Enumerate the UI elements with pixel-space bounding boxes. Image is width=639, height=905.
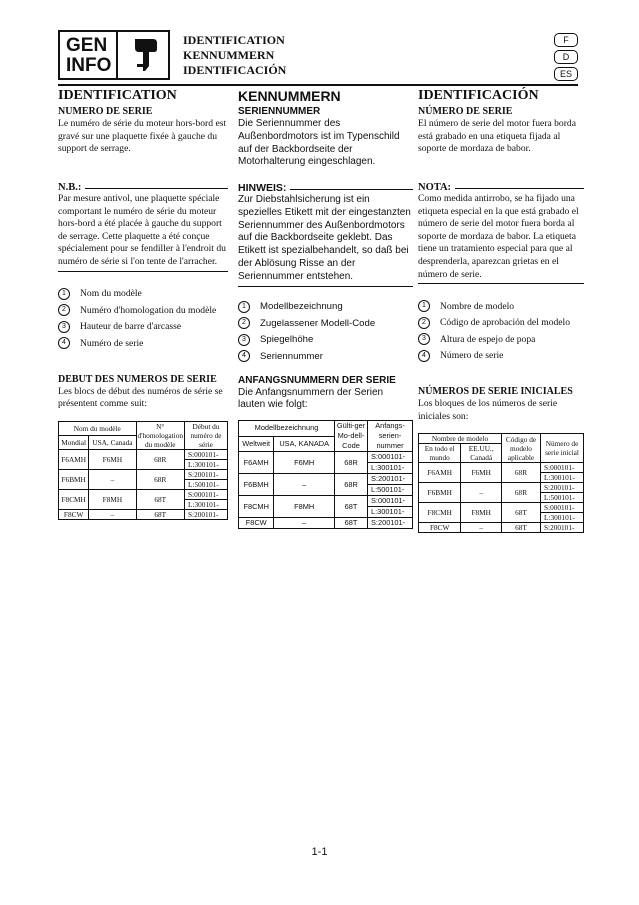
th-model-name: Nombre de modelo <box>419 434 502 444</box>
intro-text: Le numéro de série du moteur hors-bord est gravé sur une plaquette fixée à gauche du support de serrage. <box>58 118 227 155</box>
list-item: 2 Numéro d'homologation du modèle <box>58 302 228 319</box>
start-text: Los bloques de los números de serie iniciales son: <box>418 398 558 422</box>
page-header <box>0 0 639 90</box>
list-item: 1 Nombre de modelo <box>418 298 584 315</box>
serial-table <box>418 433 584 533</box>
table-row: F8CMH F8MH 68T S:000101- <box>59 489 228 499</box>
table-row: L:300101- <box>239 463 413 474</box>
logo-line-2: INFO <box>66 55 112 76</box>
list-item: 2 Código de aprobación del modelo <box>418 315 584 332</box>
start-text: Die Anfangsnummern der Serien lauten wie folgt: <box>238 386 384 411</box>
table-row: L:300101- <box>59 499 228 509</box>
list-item: 4 Número de serie <box>418 348 584 365</box>
intro-text: Die Seriennummer des Außenbordmotors ist im Typenschild auf der Backbordseite der Motorhalterung eingeschlagen. <box>238 118 400 168</box>
page-number: 1-1 <box>311 846 328 858</box>
column-french <box>58 88 228 520</box>
th-usa: USA, Canada <box>89 435 136 449</box>
gen-info-logo <box>58 30 170 80</box>
note-text: Zur Diebstahlsicherung ist ein spezielles Etikett mit der eingestanzten Seriennummer des Außenbordmotors auf die Backbordseite geklebt. Das Etikett ist spezialbehandelt, so daß bei der Ablösung Risse an der Seriennummer entstehen. <box>238 194 411 282</box>
note-text: Como medida antirrobo, se ha fijado una etiqueta especial en la que está grabado el número de serie del motor fuera borda al soporte de mordaza de babor. La etiqueta tiene un tratamiento especial para que al desprenderla, aparezcan grietas en el número de serie. <box>418 193 579 280</box>
th-model-name: Nom du modèle <box>59 421 137 435</box>
section-subtitle: SERIENNUMMER <box>238 106 321 117</box>
note-label: HINWEIS: <box>238 182 287 194</box>
table-row: L:300101- <box>419 473 584 483</box>
list-item: 2 Zugelassener Modell-Code <box>238 315 413 332</box>
list-item: 3 Spiegelhöhe <box>238 332 413 349</box>
note-heading <box>418 182 584 193</box>
note-label: NOTA: <box>418 182 452 193</box>
th-usa: USA, KANADA <box>274 436 335 452</box>
th-approval: Código de modelo aplicable <box>502 434 541 463</box>
serial-table <box>238 420 413 529</box>
list-item: 4 Seriennummer <box>238 348 413 365</box>
logo-text <box>60 32 118 78</box>
callout-list <box>58 286 228 352</box>
header-title-es: IDENTIFICACIÓN <box>183 63 287 77</box>
list-item: 3 Altura de espejo de popa <box>418 331 584 348</box>
lang-tab-d: D <box>554 50 578 64</box>
column-spanish <box>418 88 584 533</box>
intro-text: El número de serie del motor fuera borda está grabado en una etiqueta fijada al soporte de mordaza de babor. <box>418 118 576 155</box>
table-row: L:300101- <box>59 459 228 469</box>
note-rule <box>238 286 413 287</box>
start-title: NÚMEROS DE SERIE INICIALES <box>418 386 573 398</box>
table-row: F6BMH – 68R S:200101- <box>59 469 228 479</box>
th-approval: N° d'homologation du modèle <box>137 421 183 449</box>
callout-list <box>418 298 584 364</box>
list-item: 3 Hauteur de barre d'arcasse <box>58 319 228 336</box>
logo-line-1: GEN <box>66 35 108 56</box>
th-start: Anfangs-serien-nummer <box>368 421 413 452</box>
table-row: F6BMH – 68R S:200101- <box>419 483 584 493</box>
th-model-name: Modellbezeichnung <box>239 421 335 437</box>
note-heading <box>58 182 228 193</box>
serial-table <box>58 421 228 520</box>
th-approval: Gülti-ger Mo-dell-Code <box>335 421 368 452</box>
note-rule <box>418 283 584 284</box>
th-worldwide: Mondial <box>59 435 89 449</box>
table-row: F8CW – 68T S:200101- <box>419 523 584 533</box>
note-text: Par mesure antivol, une plaquette spéciale comportant le numéro de série du moteur hors-bord a été placée à gauche du support de serrage. Cette plaquette a été conçue spécialement pour se fendiller à l'endroit du numéro de série si l'on tente de l'arracher. <box>58 193 226 267</box>
header-rule <box>58 84 578 86</box>
table-row: L:300101- <box>239 507 413 518</box>
note-heading <box>238 182 413 194</box>
header-titles <box>183 33 286 78</box>
table-row: F8CMH F8MH 68T S:000101- <box>419 503 584 513</box>
section-title: IDENTIFICACIÓN <box>418 88 539 103</box>
table-row: L:500101- <box>59 479 228 489</box>
lang-tab-es: ES <box>554 67 578 81</box>
lang-tab-f: F <box>554 33 578 47</box>
table-row: F8CMH F8MH 68T S:000101- <box>239 496 413 507</box>
header-title-fr: IDENTIFICATION <box>183 33 285 47</box>
table-row: F6AMH F6MH 68R S:000101- <box>419 463 584 473</box>
section-subtitle: NÚMERO DE SERIE <box>418 106 513 117</box>
header-title-de: KENNUMMERN <box>183 48 275 62</box>
th-worldwide: En todo el mundo <box>419 444 461 463</box>
list-item: 1 Modellbezeichnung <box>238 299 413 316</box>
table-row: F6BMH – 68R S:200101- <box>239 474 413 485</box>
th-start: Début du numéro de série <box>185 421 228 449</box>
section-title: KENNUMMERN <box>238 88 341 104</box>
language-tabs <box>554 33 576 84</box>
table-row: F8CW – 68T S:200101- <box>59 509 228 519</box>
list-item: 4 Numéro de serie <box>58 335 228 352</box>
start-text: Les blocs de début des numéros de série se présentent comme suit: <box>58 385 223 410</box>
column-german <box>238 88 413 529</box>
outboard-motor-icon <box>118 32 168 78</box>
table-row: L:500101- <box>239 485 413 496</box>
start-title: DEBUT DES NUMEROS DE SERIE <box>58 373 217 385</box>
section-subtitle: NUMERO DE SERIE <box>58 106 153 117</box>
table-row: L:300101- <box>419 513 584 523</box>
note-rule <box>58 271 228 272</box>
callout-list <box>238 299 413 365</box>
section-title: IDENTIFICATION <box>58 88 177 103</box>
table-row: F6AMH F6MH 68R S:000101- <box>239 452 413 463</box>
note-label: N.B.: <box>58 182 82 193</box>
table-row: L:500101- <box>419 493 584 503</box>
list-item: 1 Nom du modèle <box>58 286 228 303</box>
th-usa: EE.UU., Canadá <box>461 444 502 463</box>
table-row: F6AMH F6MH 68R S:000101- <box>59 449 228 459</box>
start-title: ANFANGSNUMMERN DER SERIE <box>238 374 396 386</box>
th-worldwide: Weltweit <box>239 436 274 452</box>
table-row: F8CW – 68T S:200101- <box>239 518 413 529</box>
th-start: Número de serie inicial <box>541 434 584 463</box>
